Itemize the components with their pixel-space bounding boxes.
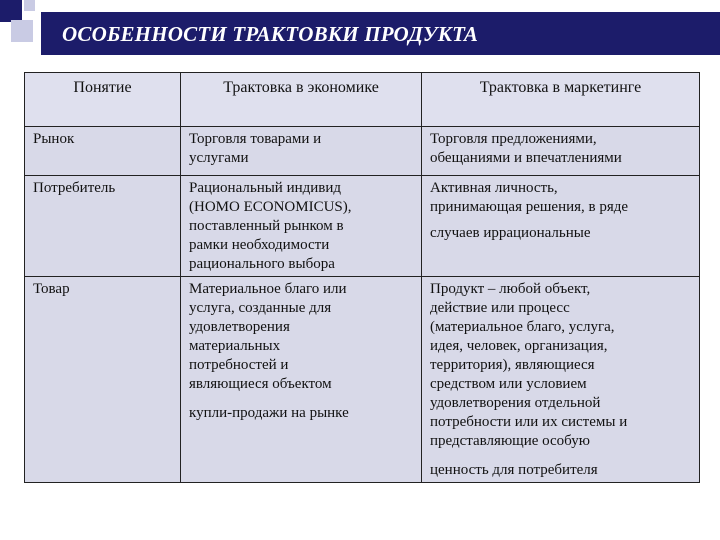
text-line: рационального выбора: [189, 256, 335, 272]
text-line: Активная личность,: [430, 180, 558, 196]
text-line: удовлетворения отдельной: [430, 395, 601, 411]
economics-cell: [181, 277, 422, 483]
text-line: Рациональный индивид: [189, 180, 342, 196]
text-line: (HOMO ECONOMICUS),: [189, 199, 352, 215]
text-line: Материальное благо или: [189, 281, 347, 297]
header-concept: Понятие: [25, 73, 181, 127]
text-line: являющиеся объектом: [189, 376, 332, 392]
text-line: средством или условием: [430, 376, 587, 392]
text-line: идея, человек, организация,: [430, 338, 608, 354]
text-line: представляющие особую: [430, 433, 590, 449]
decor-square-dark: [0, 0, 22, 22]
text-line: Продукт – любой объект,: [430, 281, 591, 297]
text-line: рамки необходимости: [189, 237, 330, 253]
table-header-row: [25, 73, 700, 127]
marketing-cell: [422, 176, 700, 277]
text-line: принимающая решения, в ряде: [430, 199, 629, 215]
text-line: материальных: [189, 338, 281, 354]
text-line: потребности или их системы и: [430, 414, 628, 430]
table-row-market: [25, 127, 700, 176]
decor-square-light-small: [24, 0, 35, 11]
text-line: (материальное благо, услуга,: [430, 319, 615, 335]
economics-cell: [181, 127, 422, 176]
slide-title: ОСОБЕННОСТИ ТРАКТОВКИ ПРОДУКТА: [62, 22, 479, 46]
table-row-consumer: [25, 176, 700, 277]
table-row-product: [25, 277, 700, 483]
decor-square-light: [11, 20, 33, 42]
text-line: территория), являющиеся: [430, 357, 595, 373]
marketing-cell: [422, 127, 700, 176]
text-line: Торговля предложениями,: [430, 131, 597, 147]
text-line: ценность для потребителя: [430, 462, 598, 478]
text-line: поставленный рынком в: [189, 218, 344, 234]
economics-cell: [181, 176, 422, 277]
header-economics: Трактовка в экономике: [181, 73, 422, 127]
text-line: удовлетворения: [189, 319, 290, 335]
text-line: действие или процесс: [430, 300, 570, 316]
text-line: услугами: [189, 150, 249, 166]
text-line: обещаниями и впечатлениями: [430, 150, 622, 166]
term-cell: Товар: [25, 277, 181, 483]
text-line: случаев иррациональные: [430, 225, 591, 241]
term-cell: Потребитель: [25, 176, 181, 277]
text-line: потребностей и: [189, 357, 289, 373]
comparison-table: [24, 72, 700, 483]
marketing-cell: [422, 277, 700, 483]
text-line: услуга, созданные для: [189, 300, 332, 316]
term-cell: Рынок: [25, 127, 181, 176]
text-line: купли-продажи на рынке: [189, 405, 349, 421]
text-line: Торговля товарами и: [189, 131, 322, 147]
header-marketing: Трактовка в маркетинге: [422, 73, 700, 127]
